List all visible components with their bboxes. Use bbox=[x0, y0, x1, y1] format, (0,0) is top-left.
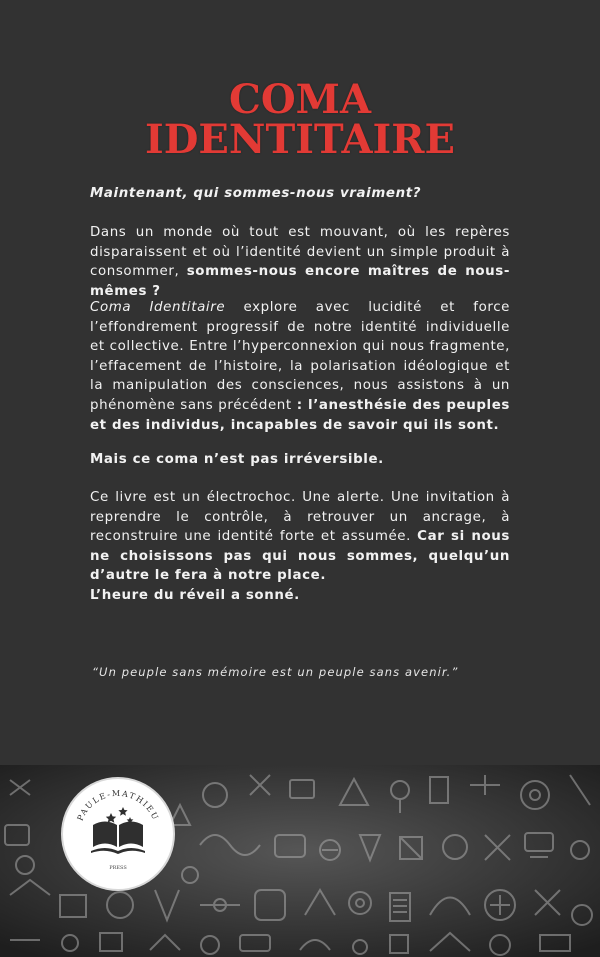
paragraph-1-text: Dans un monde où tout est mouvant, où les repères disparaissent et où l’identité devient un simple produit à consommer, bbox=[90, 225, 510, 280]
paragraph-4-closing: L’heure du réveil a sonné. bbox=[90, 587, 300, 603]
paragraph-2-bold: : l’anesthésie des peuples et des individus, incapables de savoir qui ils sont. bbox=[90, 397, 511, 433]
paragraph-4-bold: Car si nous ne choisissons pas qui nous sommes, quelqu’un d’autre le fera à notre place. bbox=[90, 529, 510, 584]
open-book-icon bbox=[91, 822, 145, 855]
svg-text:PAULE-MATHIEU bbox=[76, 789, 161, 822]
paragraph-3: Mais ce coma n’est pas irréversible. bbox=[90, 452, 384, 467]
paragraph-1 bbox=[90, 223, 510, 301]
publisher-logo bbox=[63, 779, 173, 889]
lead-question: Maintenant, qui sommes-nous vraiment? bbox=[90, 186, 422, 201]
book-title-line2: IDENTITAIRE bbox=[145, 116, 455, 163]
paragraph-4 bbox=[90, 488, 510, 606]
paragraph-2-text: explore avec lucidité et force l’effondrement progressif de notre identité individuelle et collective. Entre l’hyperconnexion qui nous fragmente, l’effacement de l’histoire, la polarisation idéologique et la manipulation des consciences, nous assistons à un phénomène sans précédent bbox=[90, 300, 511, 413]
paragraph-2 bbox=[90, 298, 510, 435]
publisher-name: PAULE-MATHIEU bbox=[75, 788, 161, 823]
publisher-imprint: PRESS bbox=[109, 865, 127, 871]
epigraph-quote: “Un peuple sans mémoire est un peuple sans avenir.” bbox=[92, 665, 459, 679]
stars-icon bbox=[106, 807, 134, 824]
paragraph-2-italic: Coma Identitaire bbox=[90, 300, 226, 315]
paragraph-1-bold: sommes-nous encore maîtres de nous-mêmes ? bbox=[90, 264, 510, 299]
publisher-seal bbox=[63, 779, 173, 889]
paragraph-4-text: Ce livre est un électrochoc. Une alerte. Une invitation à reprendre le contrôle, à retrouver un ancrage, à reconstruire une identité forte et assumée. bbox=[90, 490, 510, 545]
book-title-line1: COMA bbox=[229, 76, 371, 123]
